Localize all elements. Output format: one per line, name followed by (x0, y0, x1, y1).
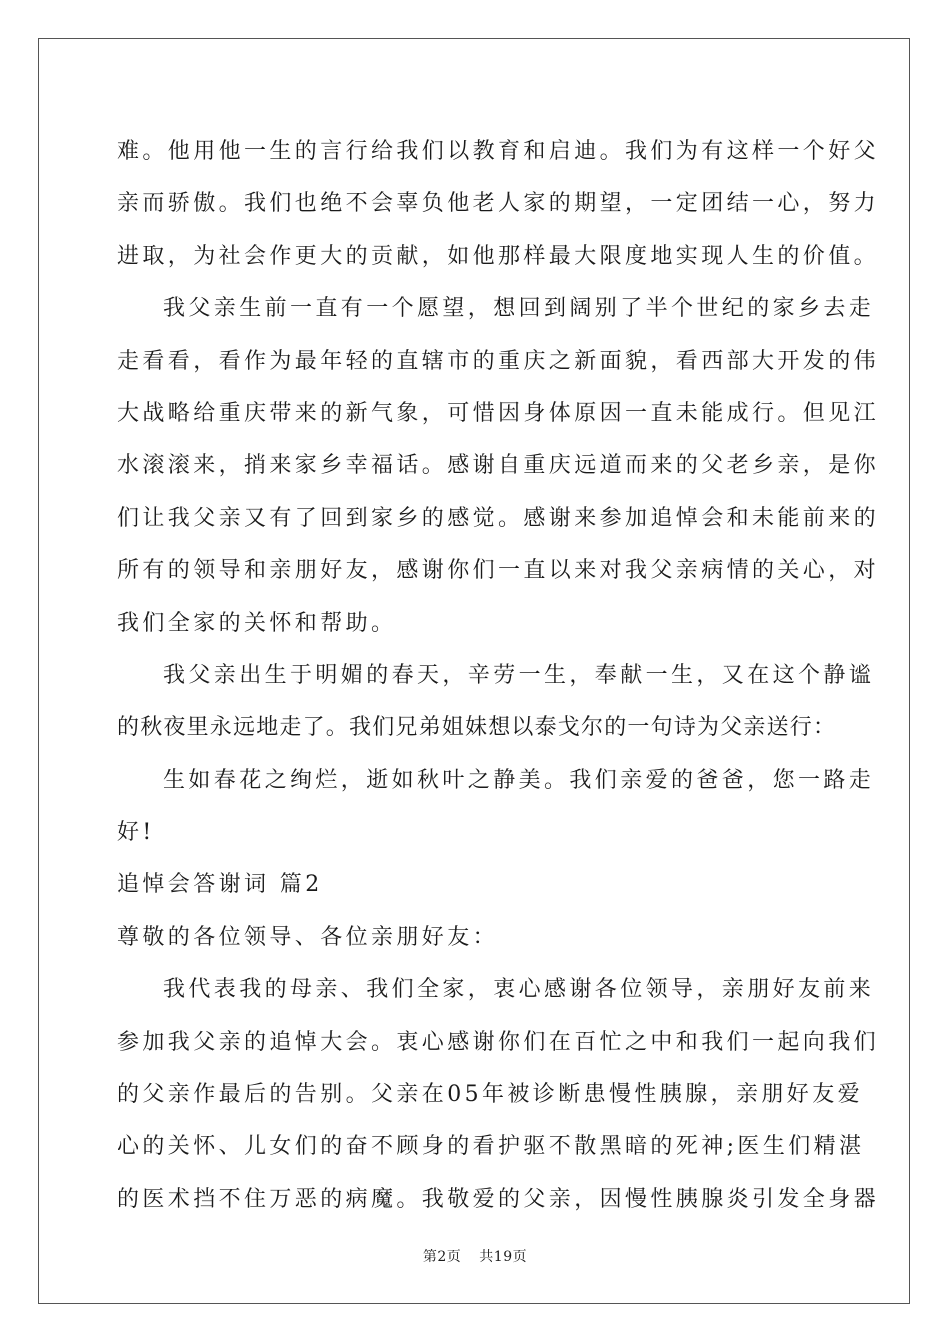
paragraph-start-line: 我父亲生前一直有一个愿望，想回到阔别了半个世纪的家乡去走 (163, 296, 875, 322)
salutation: 尊敬的各位领导、各位亲朋好友： (117, 924, 499, 950)
paragraph-start-line: 我代表我的母亲、我们全家，衷心感谢各位领导，亲朋好友前来 (163, 977, 875, 1003)
text-line: 大战略给重庆带来的新气象，可惜因身体原因一直未能成行。但见江 (117, 400, 880, 426)
text-line: 我们全家的关怀和帮助。 (117, 610, 397, 636)
section-heading: 追悼会答谢词 篇2 (117, 872, 323, 898)
page-number: 第2页 (422, 1249, 462, 1265)
text-line: 的秋夜里永远地走了。我们兄弟姐妹想以泰戈尔的一句诗为父亲送行： (117, 715, 837, 741)
text-line: 进取，为社会作更大的贡献，如他那样最大限度地实现人生的价值。 (117, 243, 880, 269)
text-line: 的医术挡不住万恶的病魔。我敬爱的父亲，因慢性胰腺炎引发全身器 (117, 1186, 880, 1212)
page-footer (0, 1246, 950, 1266)
paragraph-start-line: 生如春花之绚烂，逝如秋叶之静美。我们亲爱的爸爸，您一路走 (163, 767, 875, 793)
text-line: 难。他用他一生的言行给我们以教育和启迪。我们为有这样一个好父 (117, 139, 880, 164)
paragraph-start-line: 我父亲出生于明媚的春天，辛劳一生，奉献一生，又在这个静谧 (163, 662, 875, 688)
text-line: 心的关怀、儿女们的奋不顾身的看护驱不散黑暗的死神;医生们精湛 (117, 1134, 865, 1160)
text-line: 好! (117, 820, 155, 846)
total-pages: 共19页 (479, 1249, 528, 1265)
text-line: 的父亲作最后的告别。父亲在05年被诊断患慢性胰腺，亲朋好友爱 (117, 1082, 863, 1108)
text-line: 们让我父亲又有了回到家乡的感觉。感谢来参加追悼会和未能前来的 (117, 505, 880, 531)
text-line: 水滚滚来，捎来家乡幸福话。感谢自重庆远道而来的父老乡亲，是你 (117, 453, 880, 479)
text-line: 走看看，看作为最年轻的直辖市的重庆之新面貌，看西部大开发的伟 (117, 348, 880, 374)
text-line: 亲而骄傲。我们也绝不会辜负他老人家的期望，一定团结一心，努力 (117, 191, 880, 217)
document-body (117, 126, 880, 1226)
text-line: 参加我父亲的追悼大会。衷心感谢你们在百忙之中和我们一起向我们 (117, 1029, 880, 1055)
text-line: 所有的领导和亲朋好友，感谢你们一直以来对我父亲病情的关心，对 (117, 558, 880, 584)
